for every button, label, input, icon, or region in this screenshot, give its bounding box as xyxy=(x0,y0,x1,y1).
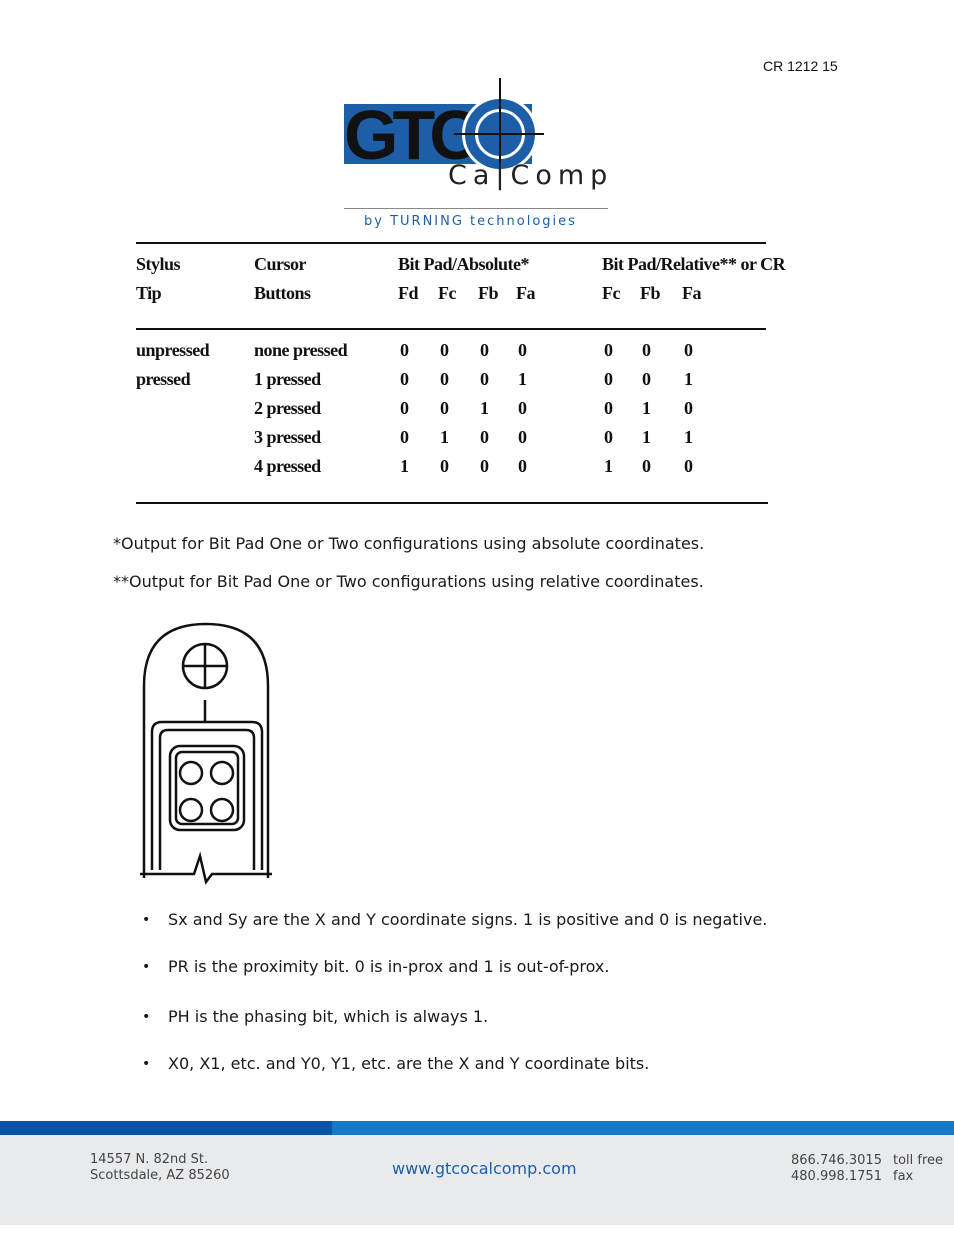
row-cursor: 2 pressed xyxy=(254,398,321,418)
row-rel-value: 0 xyxy=(684,340,693,360)
row-abs-value: 0 xyxy=(400,340,409,360)
row-abs-value: 1 xyxy=(440,427,449,447)
row-stylus: unpressed xyxy=(136,340,210,360)
row-rel-value: 0 xyxy=(604,398,613,418)
footer-website-link[interactable]: www.gtcocalcomp.com xyxy=(392,1159,577,1178)
table-header-rule xyxy=(136,328,766,330)
row-cursor: none pressed xyxy=(254,340,348,360)
row-abs-value: 0 xyxy=(400,427,409,447)
footer-phone-toll-free: 866.746.3015 xyxy=(791,1153,882,1168)
list-item: • PR is the proximity bit. 0 is in-prox and 1 is out-of-prox. xyxy=(142,955,862,979)
footer-phones xyxy=(791,1153,882,1185)
footnote-absolute: *Output for Bit Pad One or Two configurations using absolute coordinates. xyxy=(113,534,705,553)
table-bottom-rule xyxy=(136,502,768,504)
row-abs-value: 0 xyxy=(518,427,527,447)
row-rel-value: 0 xyxy=(642,340,651,360)
row-rel-value: 0 xyxy=(642,456,651,476)
row-stylus: pressed xyxy=(136,369,191,389)
row-abs-value: 0 xyxy=(480,369,489,389)
footer-phone-fax: 480.998.1751 xyxy=(791,1169,882,1184)
logo-byline: by TURNING technologies xyxy=(364,214,577,229)
header-tip: Tip xyxy=(136,283,162,303)
row-rel-value: 1 xyxy=(642,398,651,418)
header-bitpad-absolute: Bit Pad/Absolute* xyxy=(398,254,530,274)
row-abs-value: 0 xyxy=(440,456,449,476)
row-abs-value: 0 xyxy=(440,340,449,360)
logo-calcomp-text: Ca|Comp xyxy=(448,160,614,191)
logo-gtc-text: GTC xyxy=(344,96,474,174)
footnote-relative: **Output for Bit Pad One or Two configurations using relative coordinates. xyxy=(113,572,704,591)
row-rel-value: 1 xyxy=(642,427,651,447)
row-abs-value: 0 xyxy=(518,340,527,360)
row-cursor: 4 pressed xyxy=(254,456,321,476)
header-abs-col: Fd xyxy=(398,283,419,303)
header-stylus: Stylus xyxy=(136,254,181,274)
row-rel-value: 0 xyxy=(684,398,693,418)
footer-label-toll-free: toll free xyxy=(893,1153,944,1168)
row-abs-value: 0 xyxy=(480,427,489,447)
logo-divider xyxy=(344,208,608,209)
row-abs-value: 1 xyxy=(480,398,489,418)
header-rel-col: Fb xyxy=(640,283,661,303)
list-item: • Sx and Sy are the X and Y coordinate signs. 1 is positive and 0 is negative. xyxy=(142,908,862,932)
row-rel-value: 0 xyxy=(684,456,693,476)
footer-label-fax: fax xyxy=(893,1169,914,1184)
footer-bar-dark xyxy=(0,1121,332,1135)
footer-address-line-1: 14557 N. 82nd St. xyxy=(90,1152,209,1167)
header-bitpad-relative: Bit Pad/Relative** or CR xyxy=(602,254,786,274)
document-number: CR 1212 15 xyxy=(763,58,838,74)
footer-address xyxy=(90,1152,230,1184)
row-abs-value: 0 xyxy=(480,456,489,476)
row-rel-value: 1 xyxy=(684,369,693,389)
row-rel-value: 0 xyxy=(604,369,613,389)
row-abs-value: 0 xyxy=(400,369,409,389)
list-item: • PH is the phasing bit, which is always 1. xyxy=(142,1005,862,1029)
header-abs-col: Fa xyxy=(516,283,535,303)
row-abs-value: 0 xyxy=(440,369,449,389)
footer-bar-light xyxy=(332,1121,954,1135)
header-rel-col: Fc xyxy=(602,283,620,303)
header-cursor: Cursor xyxy=(254,254,306,274)
row-abs-value: 1 xyxy=(400,456,409,476)
footer-phone-labels xyxy=(893,1153,943,1185)
header-rel-col: Fa xyxy=(682,283,701,303)
header-buttons: Buttons xyxy=(254,283,311,303)
header-abs-col: Fc xyxy=(438,283,456,303)
row-rel-value: 1 xyxy=(604,456,613,476)
gtco-calcomp-logo xyxy=(344,78,614,238)
row-abs-value: 1 xyxy=(518,369,527,389)
row-abs-value: 0 xyxy=(480,340,489,360)
row-rel-value: 0 xyxy=(604,427,613,447)
table-top-rule xyxy=(136,242,766,244)
button-output-table xyxy=(134,240,810,515)
row-cursor: 3 pressed xyxy=(254,427,321,447)
row-rel-value: 1 xyxy=(684,427,693,447)
cursor-puck-diagram xyxy=(138,620,276,886)
header-abs-col: Fb xyxy=(478,283,499,303)
list-item: • X0, X1, etc. and Y0, Y1, etc. are the X and Y coordinate bits. xyxy=(142,1052,862,1076)
row-rel-value: 0 xyxy=(642,369,651,389)
row-abs-value: 0 xyxy=(440,398,449,418)
row-abs-value: 0 xyxy=(518,398,527,418)
row-rel-value: 0 xyxy=(604,340,613,360)
footer-address-line-2: Scottsdale, AZ 85260 xyxy=(90,1168,230,1183)
row-cursor: 1 pressed xyxy=(254,369,321,389)
row-abs-value: 0 xyxy=(400,398,409,418)
row-abs-value: 0 xyxy=(518,456,527,476)
bit-description-list xyxy=(142,908,862,1076)
